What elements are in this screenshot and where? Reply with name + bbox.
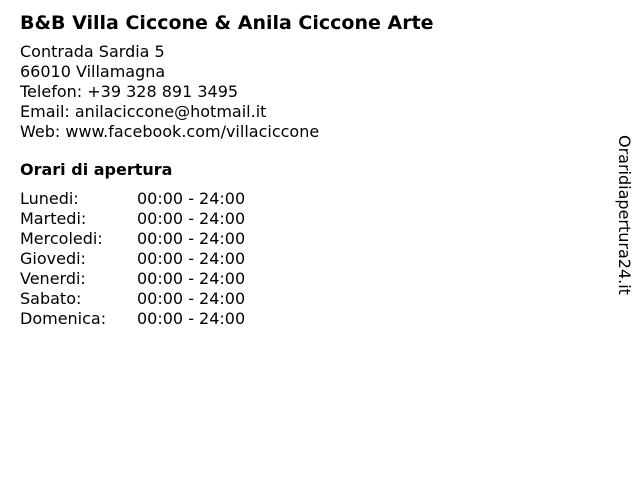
hours-row-tuesday <box>20 209 600 229</box>
time-range: 00:00 - 24:00 <box>137 289 246 308</box>
opening-hours-list <box>20 189 600 329</box>
hours-row-sunday <box>20 309 600 329</box>
day-label: Lunedi: <box>20 189 79 208</box>
hours-row-friday <box>20 269 600 289</box>
hours-row-saturday <box>20 289 600 309</box>
hours-row-thursday <box>20 249 600 269</box>
time-range: 00:00 - 24:00 <box>137 249 246 268</box>
hours-row-wednesday <box>20 229 600 249</box>
day-label: Venerdi: <box>20 269 86 288</box>
address-line-2: 66010 Villamagna <box>20 62 166 81</box>
time-range: 00:00 - 24:00 <box>137 189 246 208</box>
address-line-1: Contrada Sardia 5 <box>20 42 165 61</box>
time-range: 00:00 - 24:00 <box>137 269 246 288</box>
day-label: Giovedi: <box>20 249 86 268</box>
site-watermark: Oraridiapertura24.it <box>615 135 634 295</box>
business-name: B&B Villa Ciccone & Anila Ciccone Arte <box>20 12 434 34</box>
phone-line: Telefon: +39 328 891 3495 <box>20 82 239 101</box>
email-line: Email: anilaciccone@hotmail.it <box>20 102 267 121</box>
web-line: Web: www.facebook.com/villaciccone <box>20 122 320 141</box>
day-label: Martedi: <box>20 209 87 228</box>
business-card <box>20 10 600 329</box>
day-label: Sabato: <box>20 289 82 308</box>
opening-hours-title: Orari di apertura <box>20 160 173 179</box>
time-range: 00:00 - 24:00 <box>137 229 246 248</box>
hours-row-monday <box>20 189 600 209</box>
time-range: 00:00 - 24:00 <box>137 309 246 328</box>
day-label: Mercoledi: <box>20 229 103 248</box>
time-range: 00:00 - 24:00 <box>137 209 246 228</box>
day-label: Domenica: <box>20 309 107 328</box>
